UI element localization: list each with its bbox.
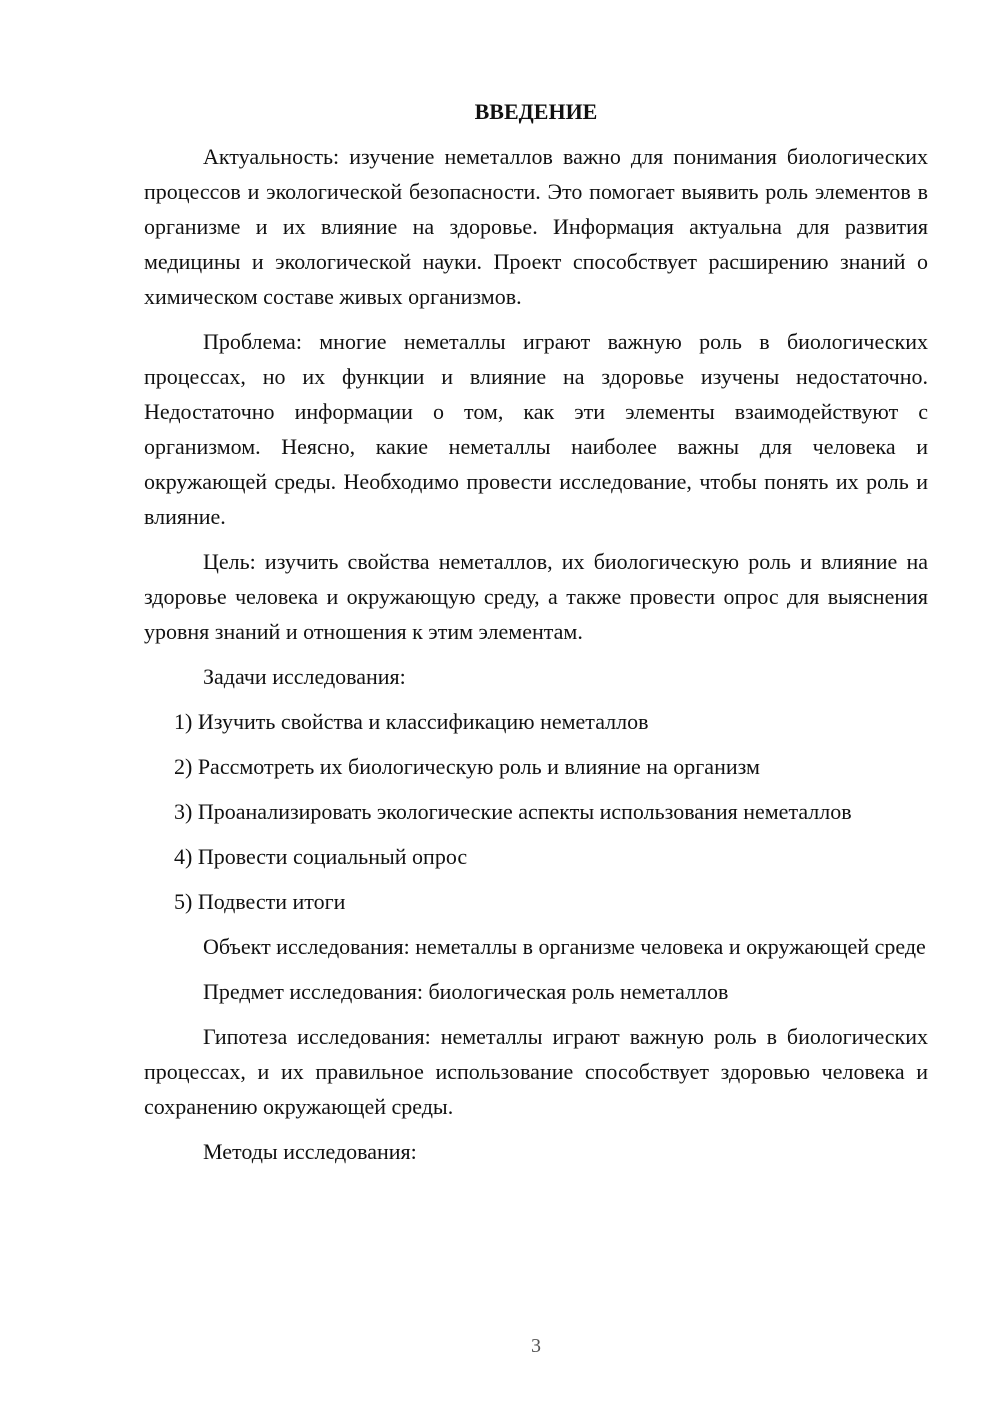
page-number: 3	[531, 1335, 541, 1357]
goal-paragraph: Цель: изучить свойства неметаллов, их биологическую роль и влияние на здоровье человека и окружающую среду, а также провести опрос для выяснения уровня знаний и отношения к этим элементам.	[144, 549, 928, 644]
task-item-4: 4) Провести социальный опрос	[174, 844, 468, 869]
object-paragraph: Объект исследования: неметаллы в организме человека и окружающей среде	[203, 934, 926, 959]
task-item-5: 5) Подвести итоги	[174, 889, 346, 914]
subject-paragraph: Предмет исследования: биологическая роль неметаллов	[203, 979, 729, 1004]
task-item-1: 1) Изучить свойства и классификацию неметаллов	[174, 709, 649, 734]
hypothesis-paragraph: Гипотеза исследования: неметаллы играют важную роль в биологических процессах, и их правильное использование способствует здоровью человека и сохранению окружающей среды.	[144, 1024, 928, 1119]
tasks-heading: Задачи исследования:	[203, 664, 406, 689]
task-item-2: 2) Рассмотреть их биологическую роль и влияние на организм	[174, 754, 760, 779]
methods-heading: Методы исследования:	[203, 1139, 417, 1164]
relevance-paragraph: Актуальность: изучение неметаллов важно для понимания биологических процессов и экологической безопасности. Это помогает выявить роль элементов в организме и их влияние на здоровье. Информация актуальна для развития медицины и экологической науки. Проект способствует расширению знаний о химическом составе живых организмов.	[144, 144, 928, 309]
page-content	[144, 94, 928, 1179]
task-item-3: 3) Проанализировать экологические аспекты использования неметаллов	[174, 799, 852, 824]
section-title: ВВЕДЕНИЕ	[474, 99, 598, 124]
problem-paragraph: Проблема: многие неметаллы играют важную роль в биологических процессах, но их функции и влияние на здоровье изучены недостаточно. Недостаточно информации о том, как эти элементы взаимодействуют с организмом. Неясно, какие неметаллы наиболее важны для человека и окружающей среды. Необходимо провести исследование, чтобы понять их роль и влияние.	[144, 329, 928, 529]
